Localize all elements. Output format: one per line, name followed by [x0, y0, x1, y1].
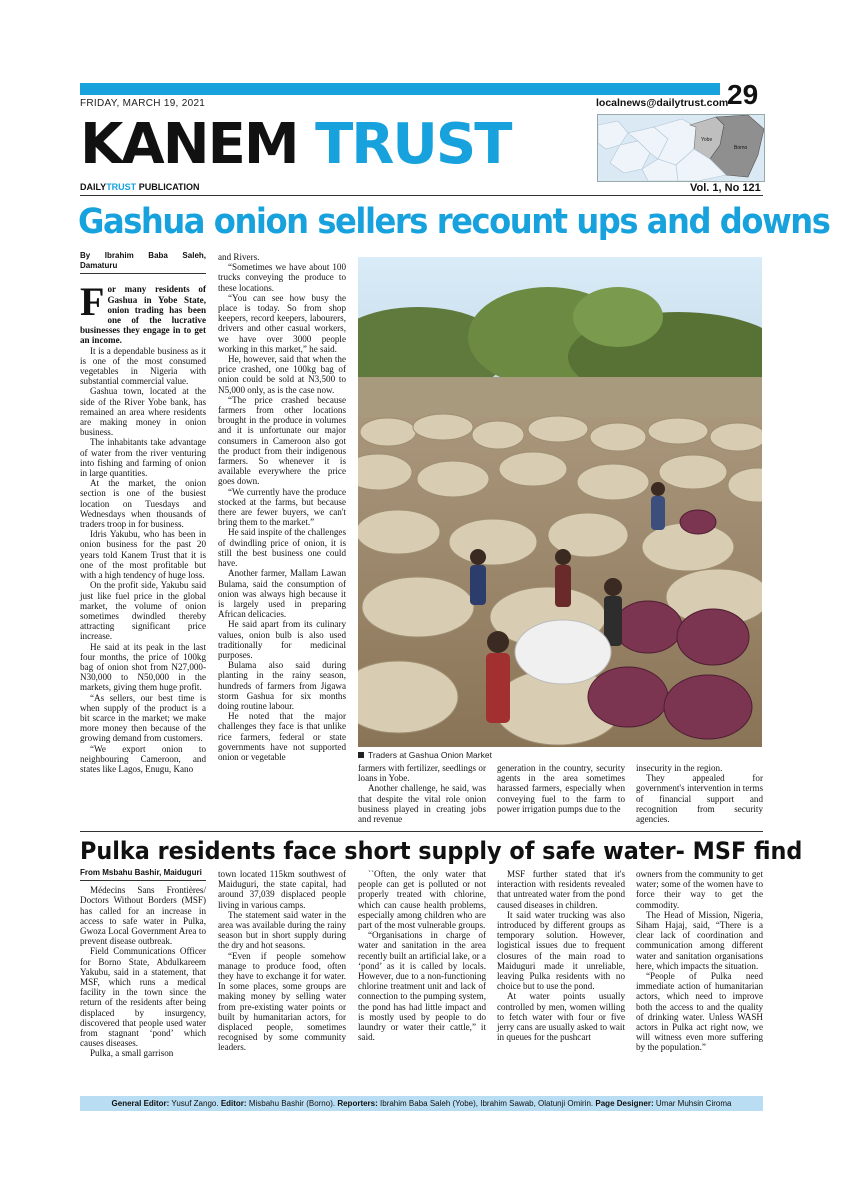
header-divider	[80, 195, 763, 196]
story2-paragraph: “Even if people somehow manage to produce food, often they have to exchange it for water. In some places, some groups are making money by selling water from pre-existing water points or built by humanitarian actors, for displaced people, sometimes recognised by some community leaders.	[218, 950, 346, 1053]
story1-column-2	[218, 252, 346, 762]
story2-paragraph: The Head of Mission, Nigeria, Siham Hajaj, said, “There is a clear lack of coordination and communication among different water and sanitation organisations here, which impacts the situation.	[636, 909, 763, 971]
story1-paragraph: insecurity in the region.	[636, 763, 723, 773]
story2-paragraph: “Organisations in charge of water and sanitation in the area recently built an artificial lake, or a ‘pond’ as it is called by locals. However, due to a non-functioning chlorine treatment unit and lack of connection to the pumping system, the pond has had little impact and is mostly used by people to do laundry or water their cattle,” it said.	[358, 930, 487, 1043]
story1-lead-paragraph	[80, 279, 206, 346]
editor-name: Misbahu Bashir (Borno).	[248, 1099, 336, 1108]
masthead-trust: TRUST	[315, 112, 511, 177]
story2-byline: From Msbahu Bashir, Maiduguri	[80, 868, 206, 881]
photo-caption	[358, 750, 492, 760]
story-divider	[80, 831, 763, 832]
story2-paragraph: town located 115km southwest of Maiduguri, the state capital, had around 37,039 displaced people living in various camps.	[218, 869, 346, 910]
story1-paragraph: He noted that the major challenges they face is that unlike rice farmers, federal or state governments have not supported onion or vegetable	[218, 711, 346, 762]
photo-illustration	[358, 257, 762, 747]
story2-column-5	[636, 869, 763, 1053]
story1-paragraph: He said inspite of the challenges of dwindling price of onion, it is still the best business one could have.	[218, 527, 346, 569]
caption-bullet-icon	[358, 752, 364, 758]
story1-paragraph: He said at its peak in the last four months, the price of 100kg bag of onion shot from N27,000-N30,000 to N50,000 in the markets, giving them huge profit.	[80, 641, 206, 693]
page-number: 29	[727, 79, 759, 110]
story1-column-5	[636, 763, 763, 824]
story1-paragraph: At the market, the onion section is one of the busiest location on Tuesdays and Wednesdays when thousands of traders troop in for business.	[80, 478, 206, 530]
story1-column-3	[358, 763, 486, 824]
story1-paragraph: He, however, said that when the price crashed, one 100kg bag of onion could be sold at N3,500 to N5,000 only, as is the case now.	[218, 354, 346, 395]
story1-paragraph: Another farmer, Mallam Lawan Bulama, said the consumption of onion was always high because it is largely used in preparing African delicacies.	[218, 568, 346, 620]
page-designer-name: Umar Muhsin Ciroma	[655, 1099, 732, 1108]
story1-paragraph: On the profit side, Yakubu said just like fuel price in the global market, the volume of onion sometimes dwindled thereby attracting significant price increase.	[80, 580, 206, 642]
story1-column-4	[497, 763, 625, 814]
story2-paragraph: MSF further stated that it's interaction with residents revealed that untreated water from the pond caused diseases in children.	[497, 869, 625, 910]
story2-paragraph: The statement said water in the area was available during the rainy season but in short supply during the dry and hot seasons.	[218, 909, 346, 951]
story1-paragraph: farmers with fertilizer, seedlings or loans in Yobe.	[358, 763, 486, 784]
publisher-suffix: PUBLICATION	[138, 182, 200, 192]
volume-number: Vol. 1, No 121	[690, 182, 761, 194]
masthead	[80, 114, 510, 176]
story1-headline: Gashua onion sellers recount ups and downs	[78, 202, 830, 242]
story1-paragraph: He said apart from its culinary values, onion bulb is also used traditionally for medicinal purposes.	[218, 619, 346, 660]
story1-byline: By Ibrahim Baba Saleh, Damaturu	[80, 251, 206, 274]
general-editor-name: Yusuf Zango.	[171, 1099, 219, 1108]
map-label-yobe: Yobe	[701, 137, 713, 143]
story2-paragraph: Field Communications Officer for Borno State, Abdulkareem Yakubu, said in a statement, that MSF, which runs a medical facility in the town since the return of the residents after being displaced by insurgency, discovered that people used water from stagnant ‘pond’ which causes diseases.	[80, 946, 206, 1049]
contact-email[interactable]: localnews@dailytrust.com	[596, 97, 729, 109]
publisher-daily: DAILY	[80, 182, 107, 192]
story1-paragraph: “You can see how busy the place is today. So from shop keepers, record keepers, labourers, drivers and other casual workers, we have over 3000 people working in this market,” he said.	[218, 292, 346, 354]
story1-column-1	[80, 251, 206, 774]
reporters-names: Ibrahim Baba Saleh (Yobe), Ibrahim Sawab, Olatunji Omirin.	[380, 1099, 594, 1108]
photo-caption-text: Traders at Gashua Onion Market	[368, 750, 492, 760]
story2-headline: Pulka residents face short supply of safe water- MSF find	[80, 837, 803, 865]
editor-label: Editor:	[220, 1099, 247, 1108]
onion-market-photo	[358, 257, 762, 747]
story1-lead-text: or many residents of Gashua in Yobe State, onion trading has been one of the lucrative businesses they engage in to get an income.	[80, 284, 206, 346]
story2-paragraph: At water points usually controlled by men, women willing to fetch water with four or five jerry cans are usually asked to wait in queues for the pushcart	[497, 991, 625, 1043]
publisher-trust: TRUST	[106, 182, 137, 192]
story2-paragraph: ``Often, the only water that people can get is polluted or not properly treated with chlorine, which can cause health problems, especially among children who are part of the most vulnerable groups.	[358, 869, 486, 931]
story1-paragraph: Another challenge, he said, was that despite the vital role onion business played in creating jobs and revenue	[358, 783, 486, 825]
story2-column-4	[497, 869, 625, 1042]
region-map	[597, 114, 765, 182]
story1-paragraph: generation in the country, security agents in the area sometimes harassed farmers, especially when conveying fuel to the farm to power irrigation pumps due to the	[497, 763, 625, 814]
credits-footer	[80, 1096, 763, 1111]
story2-paragraph: Pulka, a small garrison	[90, 1048, 174, 1059]
story1-paragraph: The inhabitants take advantage of water from the river venturing into fishing and farming of onion in large quantities.	[80, 437, 206, 479]
story2-paragraph: Médecins Sans Frontières/ Doctors Without Borders (MSF) has called for an increase in access to safe water in Pulka, Gwoza Local Government Area to prevent disease outbreak.	[80, 885, 206, 947]
header-color-bar	[80, 83, 720, 95]
general-editor-label: General Editor:	[111, 1099, 170, 1108]
story2-paragraph: “People of Pulka need immediate action of humanitarian actors, which need to improve both the access to and the quality of drinking water. Unless WASH actors in Pulka act right now, we will witness even more suffering by the population.”	[636, 971, 763, 1053]
publisher-logo	[80, 182, 200, 192]
story1-paragraph: Idris Yakubu, who has been in onion business for the past 20 years told Kanem Trust that it is one of the most profitable but with a high tendency of huge loss.	[80, 529, 206, 581]
story1-paragraph: “As sellers, our best time is when supply of the product is a bit scarce in the market; we make more money then because of the growing demand from customers.	[80, 692, 206, 744]
story1-paragraph: Gashua town, located at the side of the River Yobe bank, has remained an area where residents are making money in onion business.	[80, 386, 206, 438]
story1-paragraph: “We export onion to neighbouring Cameroon, and states like Lagos, Enugu, Kano	[80, 743, 206, 774]
page-designer-label: Page Designer:	[595, 1099, 654, 1108]
story1-paragraph: “Sometimes we have about 100 trucks conveying the produce to these locations.	[218, 262, 346, 293]
map-label-borno: Borno	[734, 145, 748, 151]
story2-column-1	[80, 868, 206, 1059]
story2-column-2	[218, 869, 346, 1053]
story1-paragraph: “The price crashed because farmers from other locations brought in the produce in volumes and it is unfortunate our major consumers in Cameroon also got the product from their indigenous farmers. So whenever it is available everywhere the price goes down.	[218, 394, 346, 487]
story1-paragraph: It is a dependable business as it is one of the most consumed vegetables in Nigeria with substantial commercial value.	[80, 345, 206, 387]
map-graphic	[598, 115, 764, 181]
story2-paragraph: owners from the community to get water; some of the women have to force their way to get the commodity.	[636, 869, 763, 910]
story1-dropcap: F	[80, 279, 105, 325]
story1-paragraph: “We currently have the produce stocked at the farms, but because there are fewer buyers, we can't bring them to the market.”	[218, 486, 346, 528]
story1-paragraph: and Rivers.	[218, 252, 260, 262]
masthead-kanem: KANEM	[80, 112, 298, 177]
story2-column-3	[358, 869, 486, 1042]
story2-paragraph: It said water trucking was also introduced by different groups as temporary solution. However, logistical issues due to frequent closures of the main road to Maiduguri made it unreliable, leaving Pulka residents with no choice but to use the pond.	[497, 909, 625, 992]
reporters-label: Reporters:	[337, 1099, 378, 1108]
issue-date: FRIDAY, MARCH 19, 2021	[80, 98, 206, 109]
story1-paragraph: Bulama also said during planting in the rainy season, hundreds of farmers from Jigawa storm Gashua for six months doing routine labour.	[218, 660, 346, 711]
story1-paragraph: They appealed for government's intervention in terms of financial support and recognition from security agencies.	[636, 773, 763, 825]
